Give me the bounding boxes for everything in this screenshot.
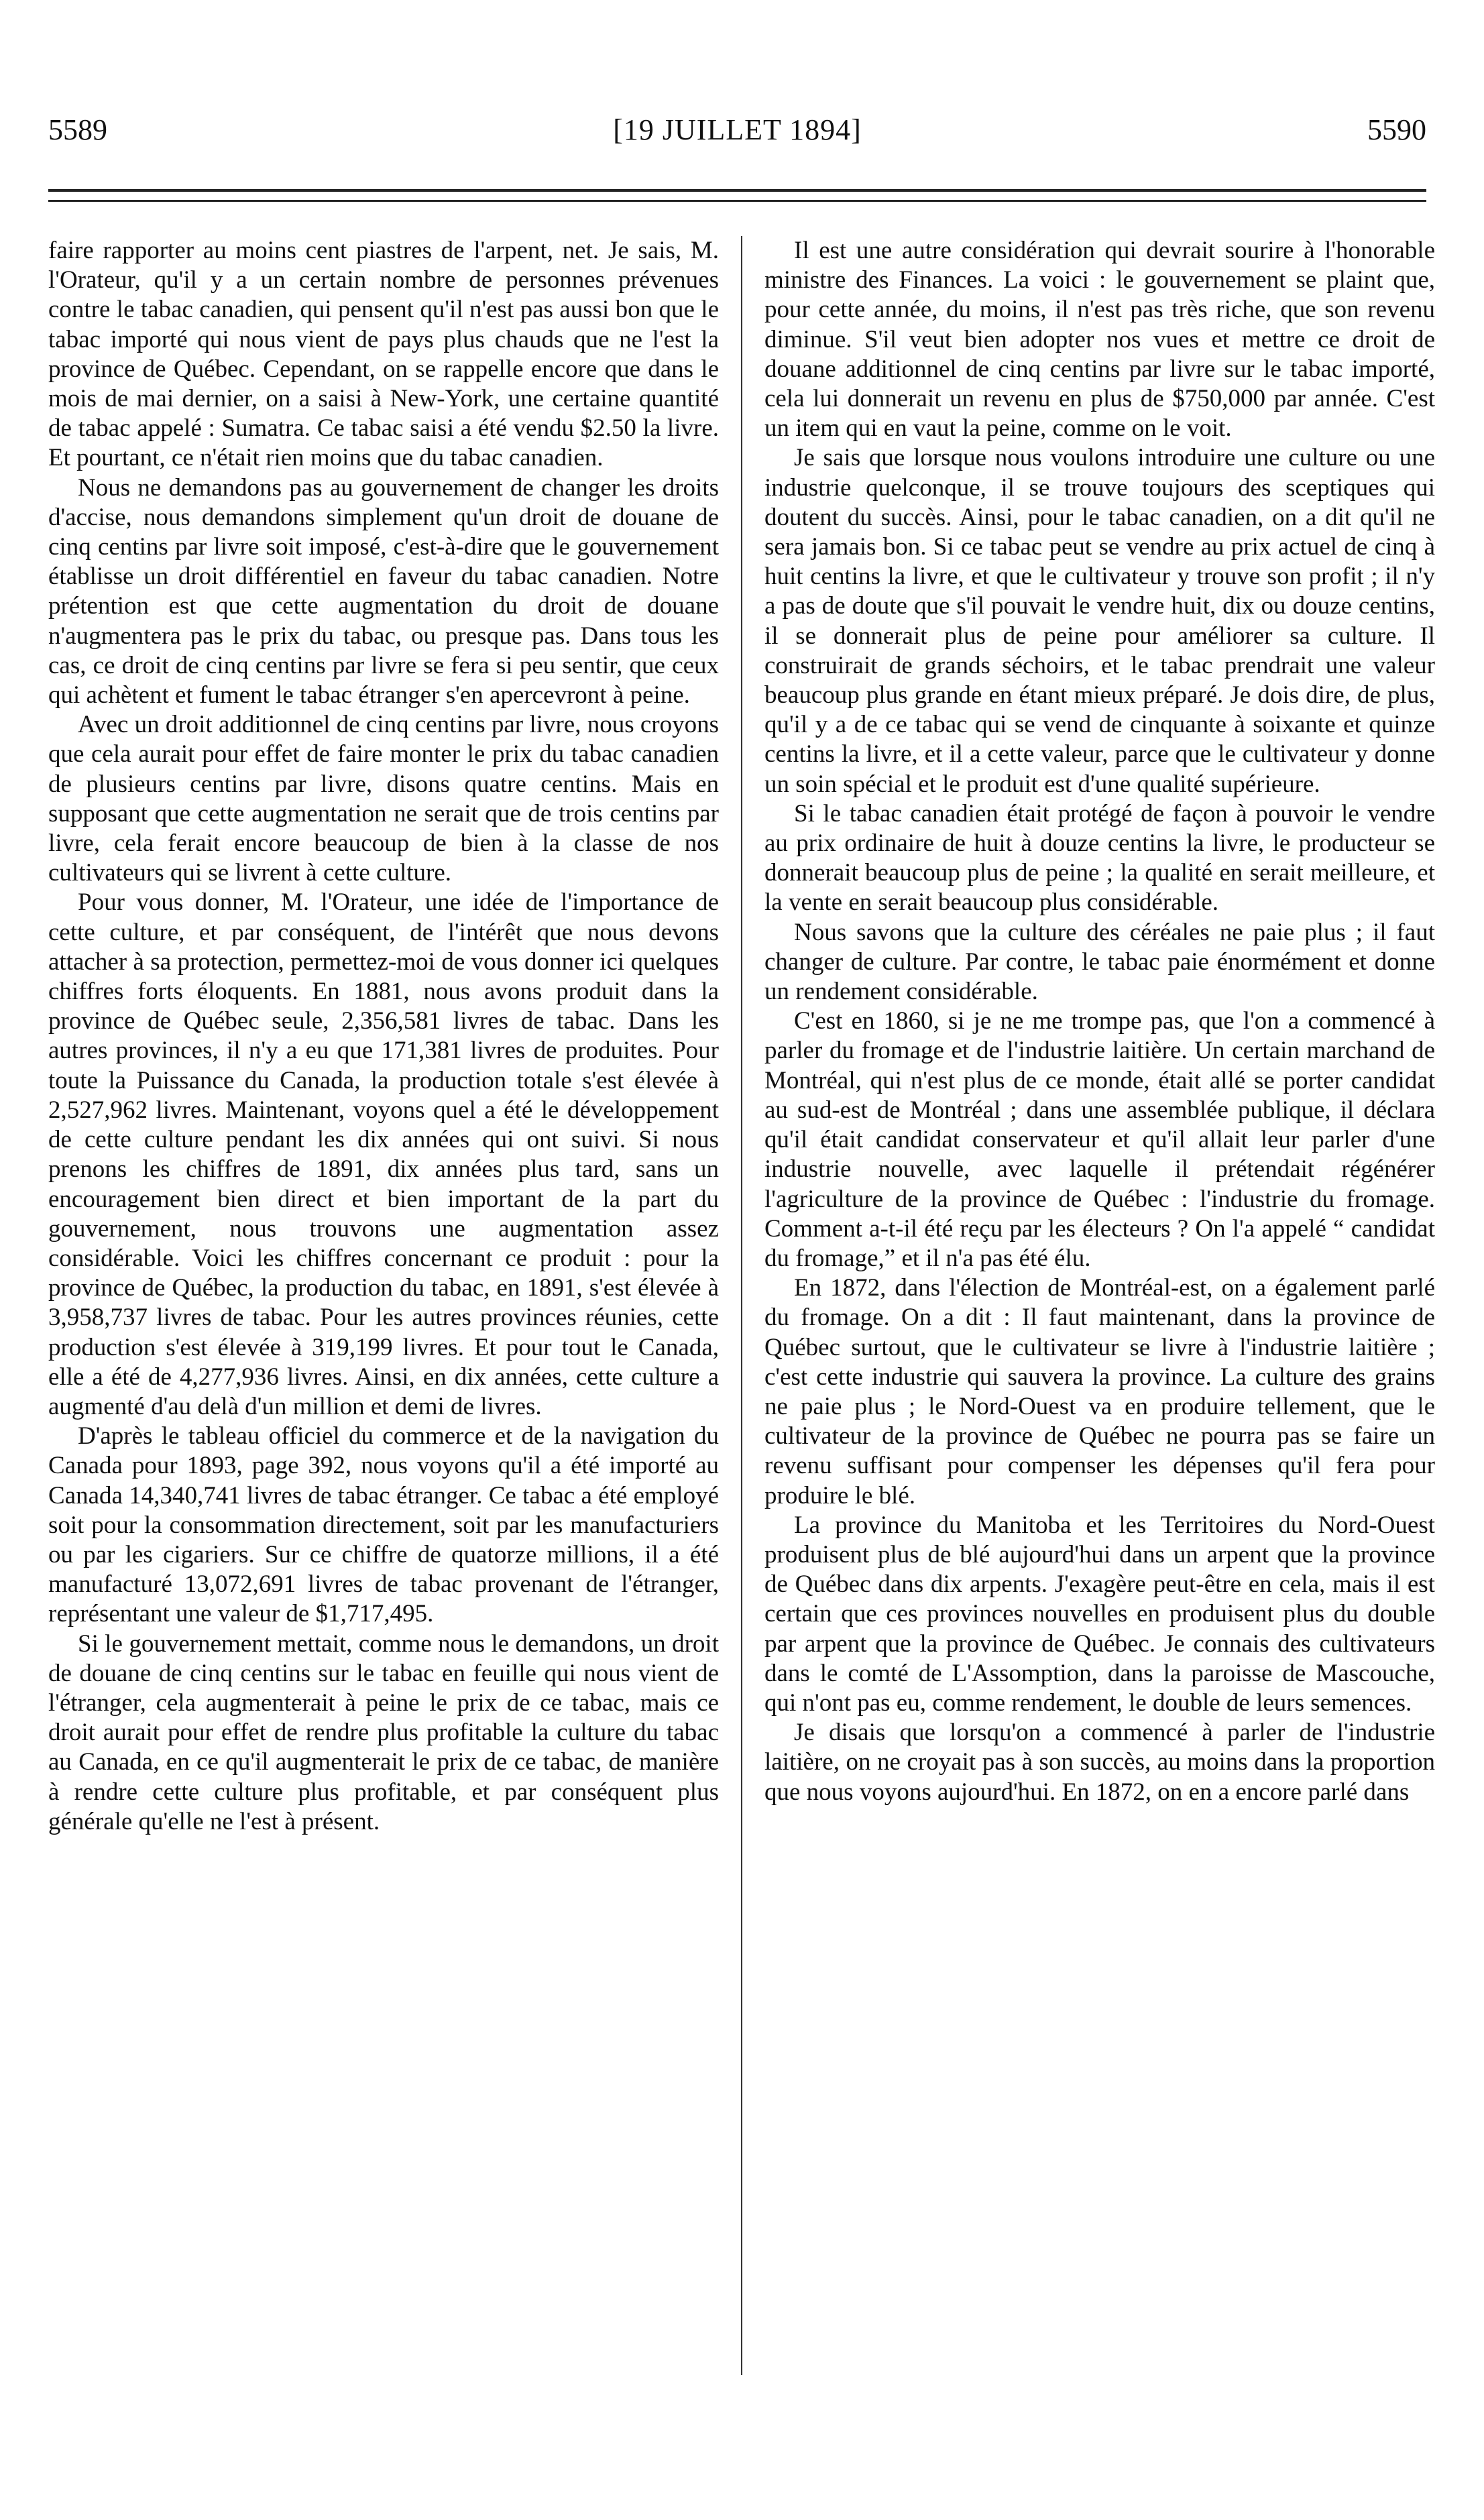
paragraph: Nous savons que la culture des céréales ne paie plus ; il faut changer de culture. Par contre, le tabac paie énormément et donne un rendement considérable. (764, 918, 1435, 1006)
page-header (48, 101, 1426, 161)
paragraph: Je disais que lorsqu'on a commencé à parler de l'industrie laitière, on ne croyait pas à son succès, au moins dans la proportion que nous voyons aujourd'hui. En 1872, on en a encore parlé dans (764, 1719, 1435, 1806)
paragraph: En 1872, dans l'élection de Montréal-est, on a également parlé du fromage. On a dit : Il faut maintenant, dans la province de Québec surtout, que le cultivateur se livre à l'industrie laitière ; c'est cette industrie qui sauvera la province. La culture des grains ne paie plus ; le Nord-Ouest va en produire tellement, que le cultivateur de la province de Québec ne pourra pas se faire un revenu suffisant pour compenser les dépenses qu'il fera pour produire le blé. (764, 1274, 1435, 1509)
left-page-number: 5589 (48, 113, 107, 146)
paragraph: La province du Manitoba et les Territoires du Nord-Ouest produisent plus de blé aujourd'hui dans un arpent que la province de Québec dans dix arpents. J'exagère peut-être en cela, mais il est certain que ces provinces nouvelles en produisent plus du double par arpent que la province de Québec. Je connais des cultivateurs dans le comté de L'Assomption, dans la paroisse de Mascouche, qui n'ont pas eu, comme rendement, le double de leurs semences. (764, 1511, 1435, 1717)
left-column (48, 236, 719, 1837)
header-date: [19 JUILLET 1894] (613, 113, 862, 146)
right-column (764, 236, 1435, 1807)
paragraph: Je sais que lorsque nous voulons introduire une culture ou une industrie quelconque, il se trouve toujours des sceptiques qui doutent du succès. Ainsi, pour le tabac canadien, on a dit qu'il ne sera jamais bon. Si ce tabac peut se vendre au prix actuel de cinq à huit centins la livre, et que le cultivateur y trouve son profit ; il n'y a pas de doute que s'il pouvait le vendre huit, dix ou douze centins, il se donnerait plus de peine pour améliorer sa culture. Il construirait de grands séchoirs, et le tabac prendrait une valeur beaucoup plus grande en étant mieux préparé. Je dois dire, de plus, qu'il y a de ce tabac qui se vend de cinquante à soixante et quinze centins la livre, et il a cette valeur, parce que le cultivateur y donne un soin spécial et le produit est d'une qualité supérieure. (764, 444, 1435, 798)
paragraph: D'après le tableau officiel du commerce et de la navigation du Canada pour 1893, page 392, nous voyons qu'il a été importé au Canada 14,340,741 livres de tabac étranger. Ce tabac a été employé soit pour la consommation directement, soit par les manufacturiers ou par les cigariers. Sur ce chiffre de quatorze millions, il a été manufacturé 13,072,691 livres de tabac provenant de l'étranger, représentant une valeur de $1,717,495. (48, 1422, 719, 1628)
paragraph: Si le tabac canadien était protégé de façon à pouvoir le vendre au prix ordinaire de huit à douze centins la livre, le producteur se donnerait beaucoup plus de peine ; la qualité en serait meilleure, et la vente en serait beaucoup plus considérable. (764, 799, 1435, 917)
right-page-number: 5590 (1367, 113, 1426, 146)
header-rule-top (48, 189, 1426, 192)
paragraph: Il est une autre considération qui devrait sourire à l'honorable ministre des Finances. La voici : le gouvernement se plaint que, pour cette année, du moins, il n'est pas très riche, que son revenu diminue. S'il veut bien adopter nos vues et mettre ce droit de douane additionnel de cinq centins par livre sur le tabac importé, cela lui donnerait un revenu en plus de $750,000 par année. C'est un item qui en vaut la peine, comme on le voit. (764, 237, 1435, 443)
paragraph: Nous ne demandons pas au gouvernement de changer les droits d'accise, nous demandons simplement qu'un droit de douane de cinq centins par livre soit imposé, c'est-à-dire que le gouvernement établisse un droit différentiel en faveur du tabac canadien. Notre prétention est que cette augmentation du droit de douane n'augmentera pas le prix du tabac, ou presque pas. Dans tous les cas, ce droit de cinq centins par livre se fera si peu sentir, que ceux qui achètent et fument le tabac étranger s'en apercevront à peine. (48, 473, 719, 709)
column-separator (741, 236, 742, 2375)
paragraph: Si le gouvernement mettait, comme nous le demandons, un droit de douane de cinq centins sur le tabac en feuille qui nous vient de l'étranger, cela augmenterait à peine le prix de ce tabac, mais ce droit aurait pour effet de rendre plus profitable la culture du tabac au Canada, en ce qu'il augmenterait le prix de ce tabac, de manière à rendre cette culture plus profitable, et par conséquent plus générale qu'elle ne l'est à présent. (48, 1629, 719, 1835)
header-rule-bottom (48, 200, 1426, 202)
paragraph: Avec un droit additionnel de cinq centins par livre, nous croyons que cela aurait pour effet de faire monter le prix du tabac canadien de plusieurs centins par livre, disons quatre centins. Mais en supposant que cette augmentation ne serait que de trois centins par livre, cela ferait encore beaucoup de bien à la classe de nos cultivateurs qui se livrent à cette culture. (48, 711, 719, 887)
paragraph: Pour vous donner, M. l'Orateur, une idée de l'importance de cette culture, et par conséquent, de l'intérêt que nous devons attacher à sa protection, permettez-moi de vous donner ici quelques chiffres forts éloquents. En 1881, nous avons produit dans la province de Québec seule, 2,356,581 livres de tabac. Dans les autres provinces, il n'y a eu que 171,381 livres de produites. Pour toute la Puissance du Canada, la production totale s'est élevée à 2,527,962 livres. Maintenant, voyons quel a été le développement de cette culture pendant les dix années qui ont suivi. Si nous prenons les chiffres de 1891, dix années plus tard, sans un encouragement bien direct et bien important de la part du gouvernement, nous trouvons une augmentation assez considérable. Voici les chiffres concernant ce produit : pour la province de Québec, la production du tabac, en 1891, s'est élevée à 3,958,737 livres de tabac. Pour les autres provinces réunies, cette production s'est élevée à 319,199 livres. Et pour tout le Canada, elle a été de 4,277,936 livres. Ainsi, en dix années, cette culture a augmenté d'au delà d'un million et demi de livres. (48, 889, 719, 1420)
paragraph: faire rapporter au moins cent piastres de l'arpent, net. Je sais, M. l'Orateur, qu'il y a un certain nombre de personnes prévenues contre le tabac canadien, qui pensent qu'il n'est pas aussi bon que le tabac importé qui nous vient de pays plus chauds que ne l'est la province de Québec. Cependant, on se rappelle encore que dans le mois de mai dernier, on a saisi à New-York, une certaine quantité de tabac appelé : Sumatra. Ce tabac saisi a été vendu $2.50 la livre. Et pourtant, ce n'était rien moins que du tabac canadien. (48, 237, 719, 472)
paragraph: C'est en 1860, si je ne me trompe pas, que l'on a commencé à parler du fromage et de l'industrie laitière. Un certain marchand de Montréal, qui n'est plus de ce monde, était allé se porter candidat au sud-est de Montréal ; dans une assemblée publique, il déclara qu'il était candidat conservateur et qu'il allait leur parler d'une industrie nouvelle, avec laquelle il prétendait régénérer l'agriculture de la province de Québec : l'industrie du fromage. Comment a-t-il été reçu par les électeurs ? On l'a appelé “ candidat du fromage,” et il n'a pas été élu. (764, 1007, 1435, 1272)
